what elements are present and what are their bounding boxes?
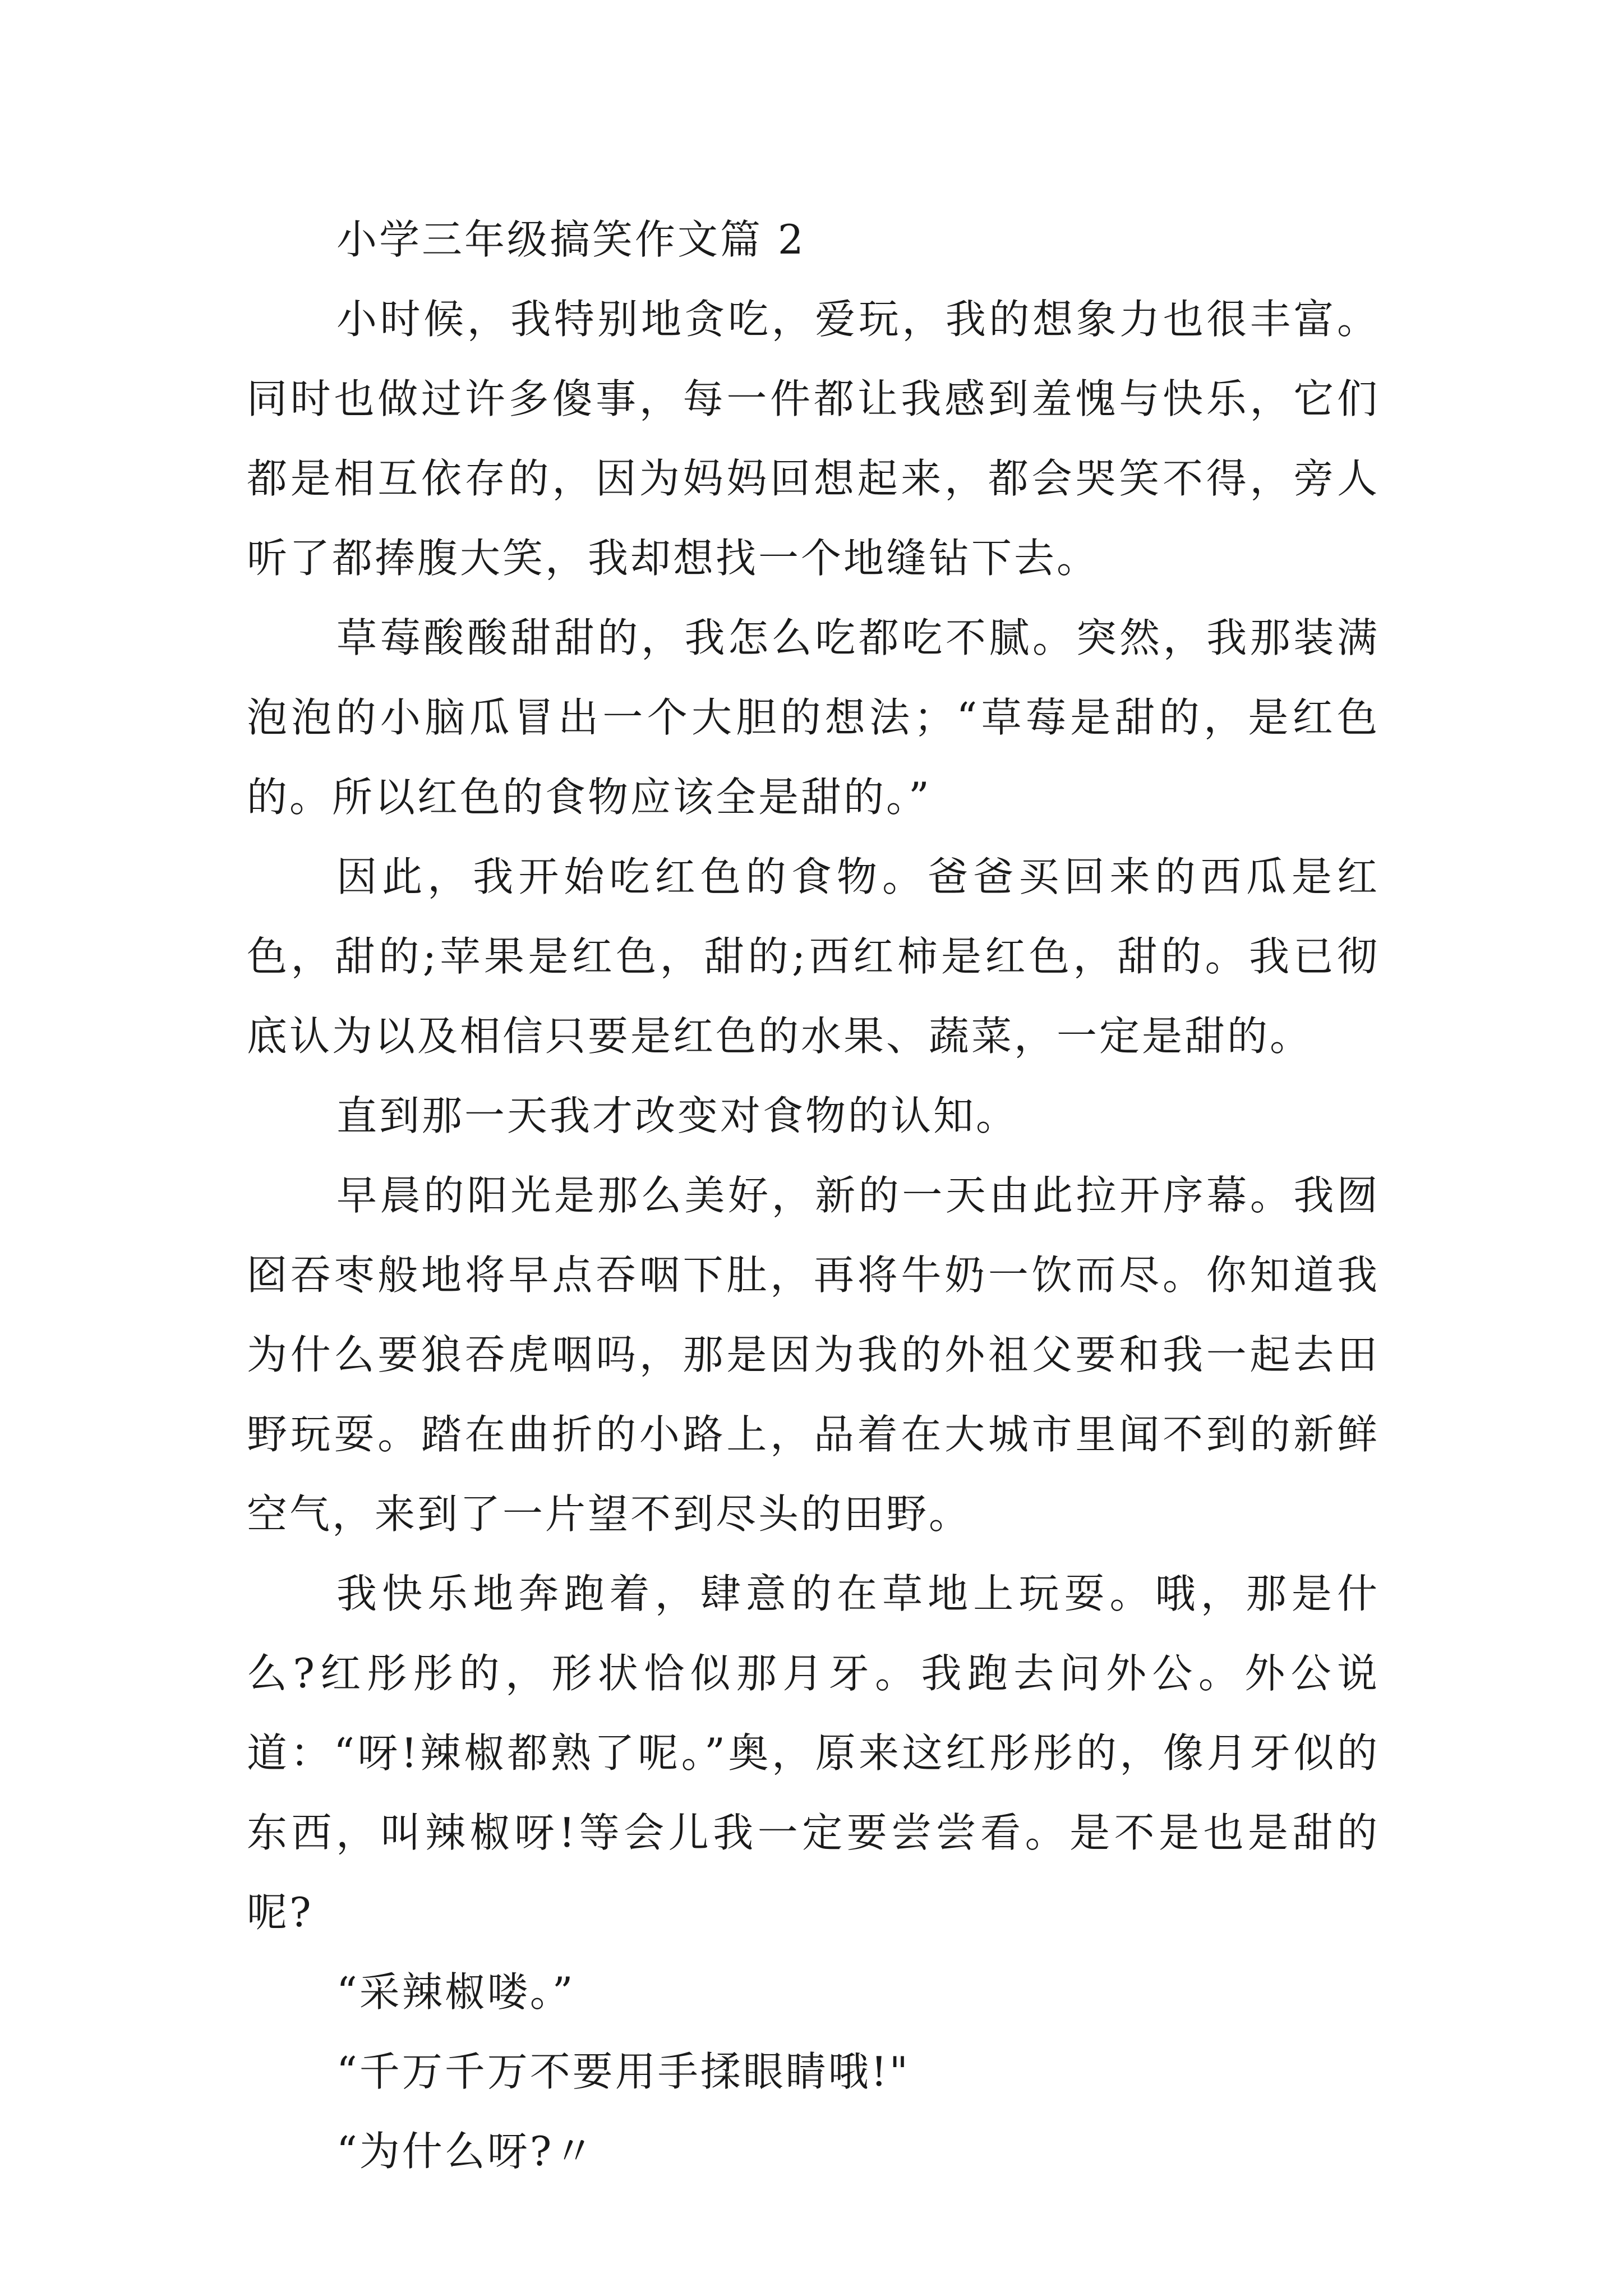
paragraph-4: 直到那一天我才改变对食物的认知。 <box>336 1092 1019 1139</box>
document-body <box>247 200 1380 2191</box>
essay-title: 小学三年级搞笑作文篇 2 <box>336 216 806 263</box>
paragraph-6: 我快乐地奔跑着，肆意的在草地上玩耍。哦，那是什么?红彤彤的，形状恰似那月牙。我跑去问外公。外公说道：“呀!辣椒都熟了呢。”奥，原来这红彤彤的，像月牙似的东西，叫辣椒呀!等会儿我一定要尝尝看。是不是也是甜的呢? <box>247 1570 1380 1936</box>
paragraph-5: 早晨的阳光是那么美好，新的一天由此拉开序幕。我囫囵吞枣般地将早点吞咽下肚，再将牛奶一饮而尽。你知道我为什么要狼吞虎咽吗，那是因为我的外祖父要和我一起去田野玩耍。踏在曲折的小路上，品着在大城市里闻不到的新鲜空气，来到了一片望不到尽头的田野。 <box>247 1172 1380 1538</box>
paragraph-1: 小时候，我特别地贪吃，爱玩，我的想象力也很丰富。同时也做过许多傻事，每一件都让我感到羞愧与快乐，它们都是相互依存的，因为妈妈回想起来，都会哭笑不得，旁人听了都捧腹大笑，我却想找一个地缝钻下去。 <box>247 296 1380 582</box>
paragraph-7: “采辣椒喽。” <box>336 1968 575 2016</box>
paragraph-8: “千万千万不要用手揉眼睛哦!" <box>336 2048 910 2095</box>
paragraph-3: 因此，我开始吃红色的食物。爸爸买回来的西瓜是红色，甜的;苹果是红色，甜的;西红柿是红色，甜的。我已彻底认为以及相信只要是红色的水果、蔬菜，一定是甜的。 <box>247 853 1380 1060</box>
paragraph-9: “为什么呀?〃 <box>336 2128 597 2175</box>
paragraph-2: 草莓酸酸甜甜的，我怎么吃都吃不腻。突然，我那装满泡泡的小脑瓜冒出一个大胆的想法；“草莓是甜的，是红色的。所以红色的食物应该全是甜的。” <box>247 614 1380 821</box>
